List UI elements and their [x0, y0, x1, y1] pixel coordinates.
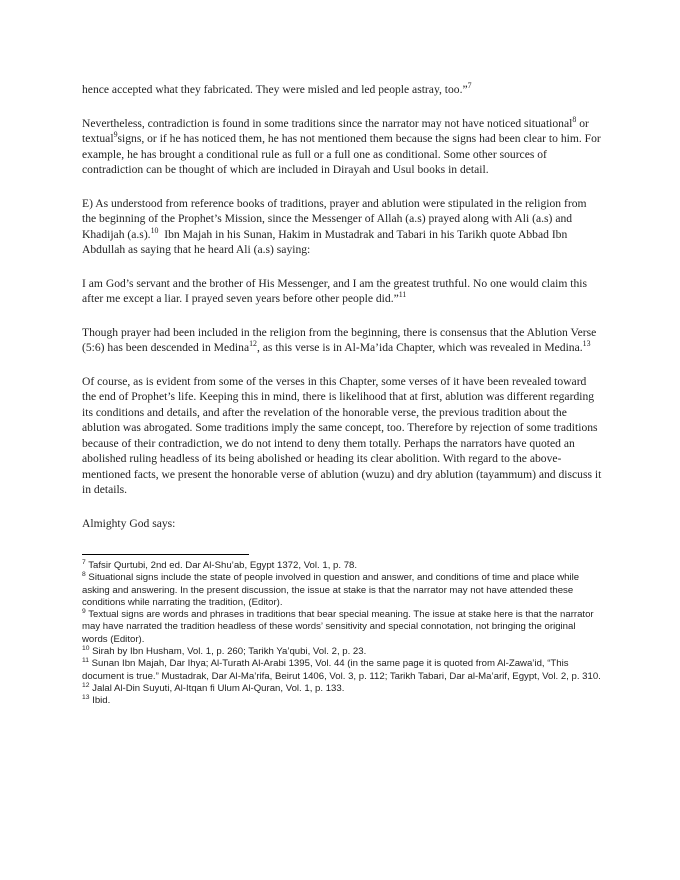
footnote-text: Textual signs are words and phrases in traditions that bear special meaning. The issue at stake here is that the narrator may have narrated the tradition headless of these words’ sensitivity and special connotation, not bringing the original words (Editor).	[82, 609, 597, 645]
footnote-text: Sunan Ibn Majah, Dar Ihya; Al-Turath Al-Arabi 1395, Vol. 44 (in the same page it is quoted from Al-Zawa’id, “This document is true.” Mustadrak, Dar Al-Ma’rifa, Beirut 1406, Vol. 3, p. 112; Tarikh Tabari, Dar al-Ma’arif, Egypt, Vol. 2, p. 310.	[82, 658, 601, 682]
footnote	[82, 646, 602, 658]
footnote-number: 11	[82, 657, 89, 665]
footnote-ref: 12	[249, 339, 257, 349]
footnote-ref: 8	[572, 114, 577, 124]
footnote-text: Sirah by Ibn Husham, Vol. 1, p. 260; Tarikh Ya’qubi, Vol. 2, p. 23.	[89, 646, 367, 658]
footnote-ref: 7	[467, 81, 472, 91]
footnote-ref: 11	[398, 290, 407, 300]
footnote-ref: 10	[150, 225, 159, 235]
footnote-number: 8	[82, 571, 86, 579]
footnote	[82, 695, 602, 707]
body-text	[82, 81, 605, 531]
paragraph: Though prayer had been included in the religion from the beginning, there is consensus that the Ablution Verse (5:6) has been descended in Medina$^{12}$, as this verse is in Al-Ma’ida Chapter, which was revealed in Medina.$^{13}$	[82, 325, 600, 354]
paragraph: Of course, as is evident from some of the verses in this Chapter, some verses of it have been revealed toward the end of Prophet’s life. Keeping this in mind, there is likelihood that at first, ablution was different regarding its conditions and details, and after the revelation of the honorable verse, the previous tradition about the ablution was abrogated. Some traditions imply the same concept, too. Therefore by rejection of some traditions because of their contradiction, we do not intend to deny them totally. Perhaps the narrators have quoted an abolished ruling headless of its being abolished or heading its clear abolition. With regard to the above-mentioned facts, we present the honorable verse of ablution (wuzu) and dry ablution (tayammum) and discuss it in details.	[82, 374, 605, 496]
paragraph: Almighty God says:	[82, 516, 176, 530]
footnote-ref: 13	[582, 339, 591, 349]
paragraph: hence accepted what they fabricated. They were misled and led people astray, too.”$^7$	[82, 81, 472, 96]
footnote	[82, 609, 602, 646]
footnotes-section	[82, 554, 602, 708]
footnote	[82, 683, 602, 695]
footnote-text: Tafsir Qurtubi, 2nd ed. Dar Al-Shu’ab, Egypt 1372, Vol. 1, p. 78.	[85, 560, 358, 571]
footnote	[82, 572, 602, 609]
paragraph: Nevertheless, contradiction is found in some traditions since the narrator may not have noticed situational$^8$ or textual$^9$signs, or if he has noticed them, he has not mentioned them because the signs had been clear to him. For example, he has brought a conditional rule as full or a full one as conditional. Some other sources of contradiction can be thought of which are included in Dirayah and Usul books in detail.	[82, 114, 604, 176]
footnote-number: 10	[82, 644, 90, 652]
footnote-separator	[82, 554, 249, 555]
footnote-number: 7	[82, 558, 86, 566]
footnote-ref: 9	[113, 130, 118, 140]
footnote-text: Jalal Al-Din Suyuti, Al-Itqan fi Ulum Al-Quran, Vol. 1, p. 133.	[89, 682, 345, 694]
footnotes-container	[82, 560, 602, 708]
footnote-number: 9	[82, 608, 86, 615]
footnote	[82, 658, 602, 683]
paragraph: I am God’s servant and the brother of His Messenger, and I am the greatest truthful. No one would claim this after me except a liar. I prayed seven years before other people did.”$^{11}$	[82, 276, 590, 305]
footnote-number: 13	[82, 694, 90, 702]
paragraph: E) As understood from reference books of traditions, prayer and ablution were stipulated in the religion from the beginning of the Prophet’s Mission, since the Messenger of Allah (a.s) prayed along with Ali (a.s) and Khadijah (a.s).$^{10}$ Ibn Majah in his Sunan, Hakim in Mustadrak and Tabari in his Tarikh quote Abbad Ibn Abdullah as saying that he heard Ali (a.s) saying:	[82, 196, 590, 256]
footnote-text: Situational signs include the state of people involved in question and answer, and conditions of time and place while asking and answering. In the present discussion, the issue at stake is that the narrator may not have attended these conditions while narrating the tradition, (Editor).	[82, 572, 582, 608]
footnote-text: Ibid.	[89, 695, 111, 707]
footnote	[82, 560, 602, 572]
footnote-number: 12	[82, 681, 90, 689]
paragraphs-container	[82, 81, 605, 531]
